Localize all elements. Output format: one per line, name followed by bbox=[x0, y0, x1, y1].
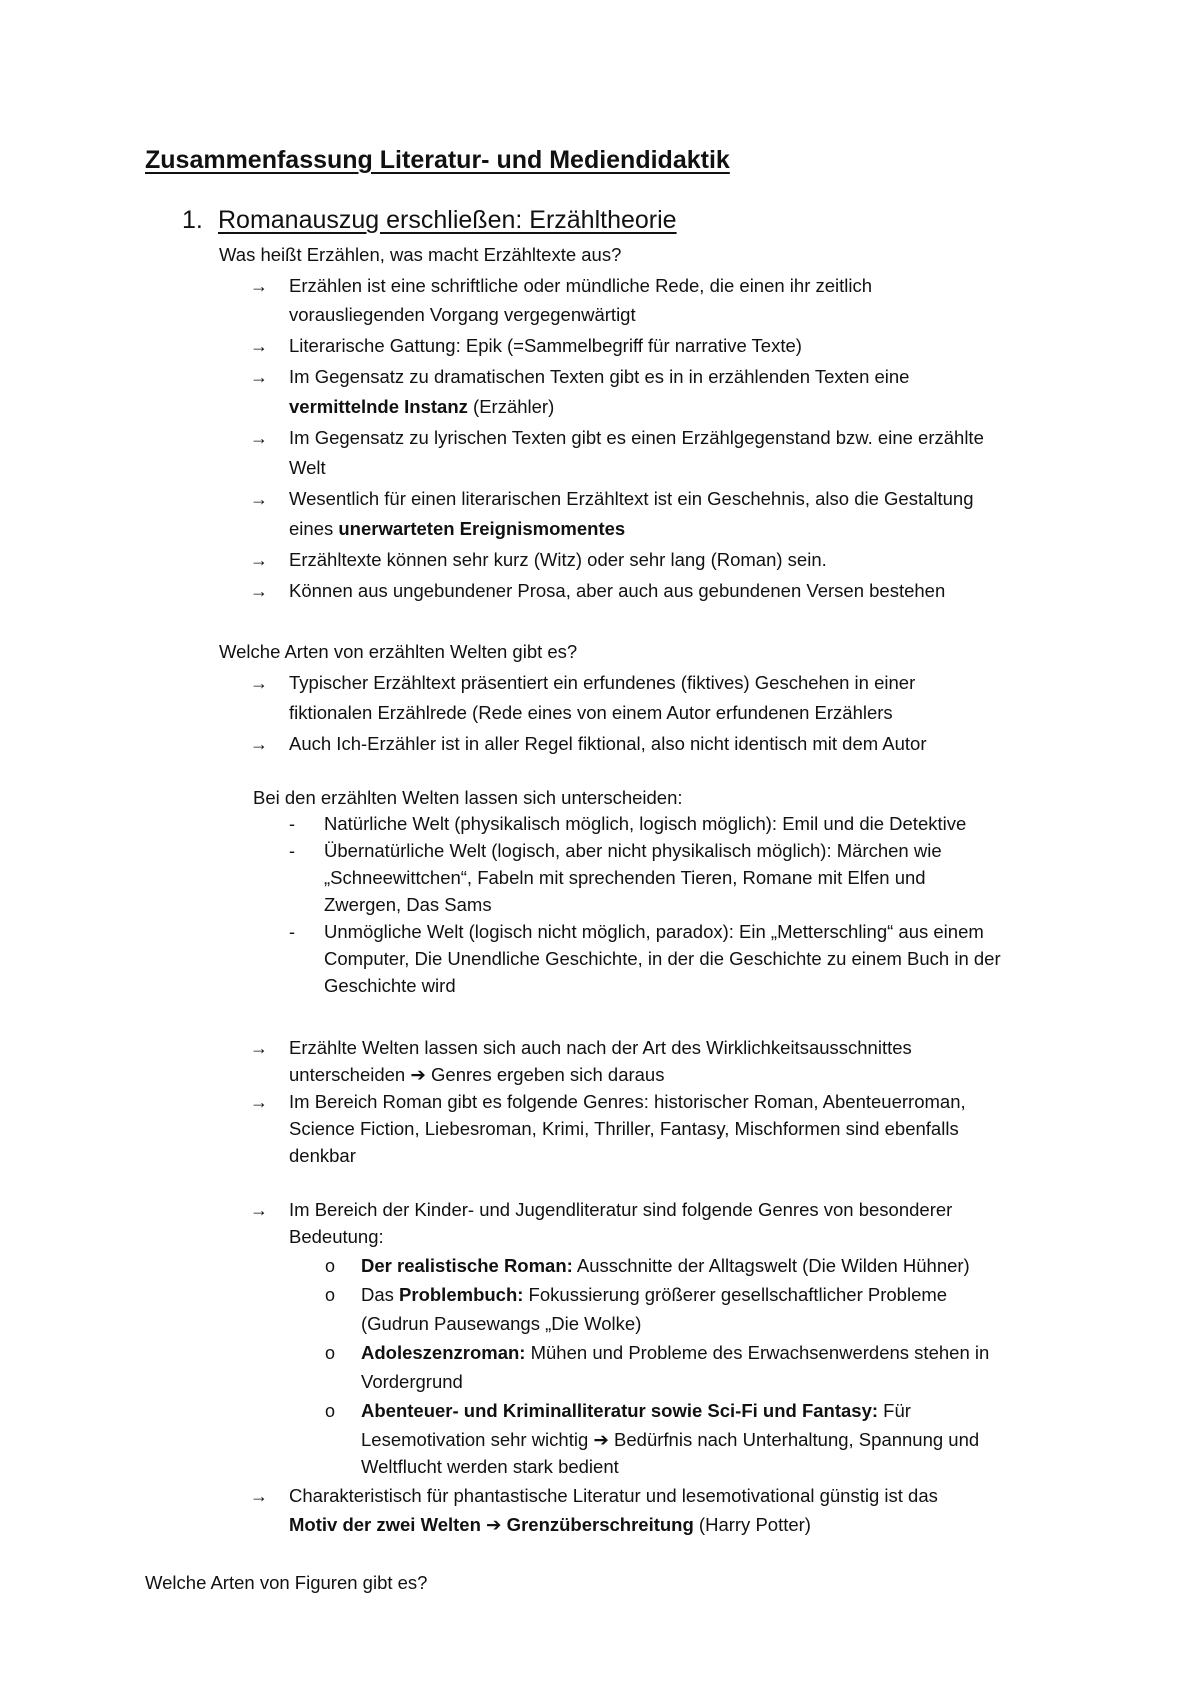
right-arrow-icon: ➔ bbox=[593, 1429, 609, 1450]
list-item-continuation: Bedeutung: bbox=[289, 1226, 384, 1247]
arrow-icon: → bbox=[250, 336, 268, 356]
emphasis-text: unerwarteten Ereignismomentes bbox=[338, 518, 626, 539]
list-item-text: Mühen und Probleme des Erwachsenwerdens stehen in bbox=[525, 1342, 990, 1363]
list-item: Können aus ungebundener Prosa, aber auch aus gebundenen Versen bestehen bbox=[289, 580, 946, 601]
list-item-text: Für bbox=[878, 1400, 911, 1421]
arrow-icon: → bbox=[250, 734, 268, 754]
list-item: Literarische Gattung: Epik (=Sammelbegriff für narrative Texte) bbox=[289, 335, 802, 356]
list-item bbox=[361, 1254, 970, 1278]
list-item-continuation: Science Fiction, Liebesroman, Krimi, Thriller, Fantasy, Mischformen sind ebenfalls bbox=[289, 1118, 959, 1139]
dash-bullet-icon: - bbox=[289, 922, 295, 942]
list-item-text: Das bbox=[361, 1284, 400, 1305]
arrow-icon: → bbox=[250, 276, 268, 296]
list-item-text: Bedürfnis nach Unterhaltung, Spannung und bbox=[608, 1429, 980, 1450]
list-item-text: unterscheiden bbox=[289, 1064, 411, 1085]
emphasis-text: Grenzüberschreitung bbox=[501, 1514, 694, 1535]
arrow-icon: → bbox=[250, 1038, 268, 1058]
right-arrow-icon: ➔ bbox=[410, 1064, 426, 1085]
list-item-continuation: „Schneewittchen“, Fabeln mit sprechenden Tieren, Romane mit Elfen und bbox=[324, 867, 926, 888]
arrow-icon: → bbox=[250, 1200, 268, 1220]
arrow-icon: → bbox=[250, 550, 268, 570]
list-item-continuation: fiktionalen Erzählrede (Rede eines von einem Autor erfundenen Erzählers bbox=[289, 702, 893, 723]
list-item-continuation: Welt bbox=[289, 457, 326, 478]
list-item bbox=[361, 1283, 947, 1307]
list-item-continuation: Computer, Die Unendliche Geschichte, in der die Geschichte zu einem Buch in der bbox=[324, 948, 1001, 969]
list-item: Unmögliche Welt (logisch nicht möglich, paradox): Ein „Metterschling“ aus einem bbox=[324, 921, 984, 942]
arrow-icon: → bbox=[250, 428, 268, 448]
list-item-continuation bbox=[289, 517, 625, 541]
list-item: Im Gegensatz zu lyrischen Texten gibt es einen Erzählgegenstand bzw. eine erzählte bbox=[289, 427, 984, 448]
circle-bullet-icon: o bbox=[325, 1401, 336, 1421]
list-item: Im Bereich der Kinder- und Jugendliteratur sind folgende Genres von besonderer bbox=[289, 1199, 953, 1220]
question-figures: Welche Arten von Figuren gibt es? bbox=[145, 1572, 428, 1593]
emphasis-text: Adoleszenzroman: bbox=[361, 1342, 526, 1363]
emphasis-text: Motiv der zwei Welten bbox=[289, 1514, 487, 1535]
list-item-continuation bbox=[361, 1428, 979, 1452]
emphasis-text: vermittelnde Instanz bbox=[289, 396, 468, 417]
list-item: Erzähltexte können sehr kurz (Witz) oder sehr lang (Roman) sein. bbox=[289, 549, 827, 570]
list-item: Wesentlich für einen literarischen Erzähltext ist ein Geschehnis, also die Gestaltung bbox=[289, 488, 974, 509]
section-number: 1. bbox=[182, 206, 203, 234]
arrow-icon: → bbox=[250, 1486, 268, 1506]
arrow-icon: → bbox=[250, 489, 268, 509]
list-item-text: (Erzähler) bbox=[467, 396, 555, 417]
emphasis-text: Problembuch: bbox=[399, 1284, 524, 1305]
list-item: Charakteristisch für phantastische Literatur und lesemotivational günstig ist das bbox=[289, 1485, 938, 1506]
list-item: Im Gegensatz zu dramatischen Texten gibt es in in erzählenden Texten eine bbox=[289, 366, 910, 387]
circle-bullet-icon: o bbox=[325, 1343, 336, 1363]
document-title: Zusammenfassung Literatur- und Mediendidaktik bbox=[145, 146, 730, 174]
list-item-continuation: Zwergen, Das Sams bbox=[324, 894, 492, 915]
list-item bbox=[361, 1399, 911, 1423]
list-item-continuation: denkbar bbox=[289, 1145, 356, 1166]
list-item: Erzählte Welten lassen sich auch nach der Art des Wirklichkeitsausschnittes bbox=[289, 1037, 912, 1058]
list-item bbox=[361, 1341, 989, 1365]
list-item-continuation: (Gudrun Pausewangs „Die Wolke) bbox=[361, 1313, 642, 1334]
list-item-text: Fokussierung größerer gesellschaftlicher Probleme bbox=[523, 1284, 948, 1305]
right-arrow-icon: ➔ bbox=[486, 1514, 502, 1535]
list-item: Im Bereich Roman gibt es folgende Genres: historischer Roman, Abenteuerroman, bbox=[289, 1091, 966, 1112]
arrow-icon: → bbox=[250, 367, 268, 387]
list-item-continuation: vorausliegenden Vorgang vergegenwärtigt bbox=[289, 304, 636, 325]
list-item: Übernatürliche Welt (logisch, aber nicht physikalisch möglich): Märchen wie bbox=[324, 840, 942, 861]
section-heading bbox=[182, 206, 677, 235]
list-item-continuation bbox=[289, 1513, 811, 1537]
question-narration: Was heißt Erzählen, was macht Erzähltexte aus? bbox=[219, 244, 622, 265]
arrow-icon: → bbox=[250, 1092, 268, 1112]
emphasis-text: Der realistische Roman: bbox=[361, 1255, 573, 1276]
section-title: Romanauszug erschließen: Erzähltheorie bbox=[218, 206, 677, 234]
list-item-continuation: Vordergrund bbox=[361, 1371, 463, 1392]
arrow-icon: → bbox=[250, 673, 268, 693]
list-item: Typischer Erzähltext präsentiert ein erfundenes (fiktives) Geschehen in einer bbox=[289, 672, 916, 693]
list-item-text: (Harry Potter) bbox=[693, 1514, 811, 1535]
dash-bullet-icon: - bbox=[289, 841, 295, 861]
dash-bullet-icon: - bbox=[289, 814, 295, 834]
list-item-text: eines bbox=[289, 518, 339, 539]
list-item-continuation: Weltflucht werden stark bedient bbox=[361, 1456, 619, 1477]
list-item: Erzählen ist eine schriftliche oder mündliche Rede, die einen ihr zeitlich bbox=[289, 275, 873, 296]
list-item: Natürliche Welt (physikalisch möglich, logisch möglich): Emil und die Detektive bbox=[324, 813, 967, 834]
list-item-text: Ausschnitte der Alltagswelt (Die Wilden Hühner) bbox=[572, 1255, 970, 1276]
circle-bullet-icon: o bbox=[325, 1256, 336, 1276]
list-item-continuation bbox=[289, 1063, 664, 1087]
worlds-intro: Bei den erzählten Welten lassen sich unterscheiden: bbox=[253, 787, 683, 808]
emphasis-text: Abenteuer- und Kriminalliteratur sowie Sci-Fi und Fantasy: bbox=[361, 1400, 879, 1421]
list-item-text: Genres ergeben sich daraus bbox=[425, 1064, 665, 1085]
list-item-text: Lesemotivation sehr wichtig bbox=[361, 1429, 594, 1450]
list-item-continuation bbox=[289, 395, 554, 419]
circle-bullet-icon: o bbox=[325, 1285, 336, 1305]
list-item: Auch Ich-Erzähler ist in aller Regel fiktional, also nicht identisch mit dem Autor bbox=[289, 733, 927, 754]
list-item-continuation: Geschichte wird bbox=[324, 975, 456, 996]
question-worlds: Welche Arten von erzählten Welten gibt es? bbox=[219, 641, 578, 662]
arrow-icon: → bbox=[250, 581, 268, 601]
